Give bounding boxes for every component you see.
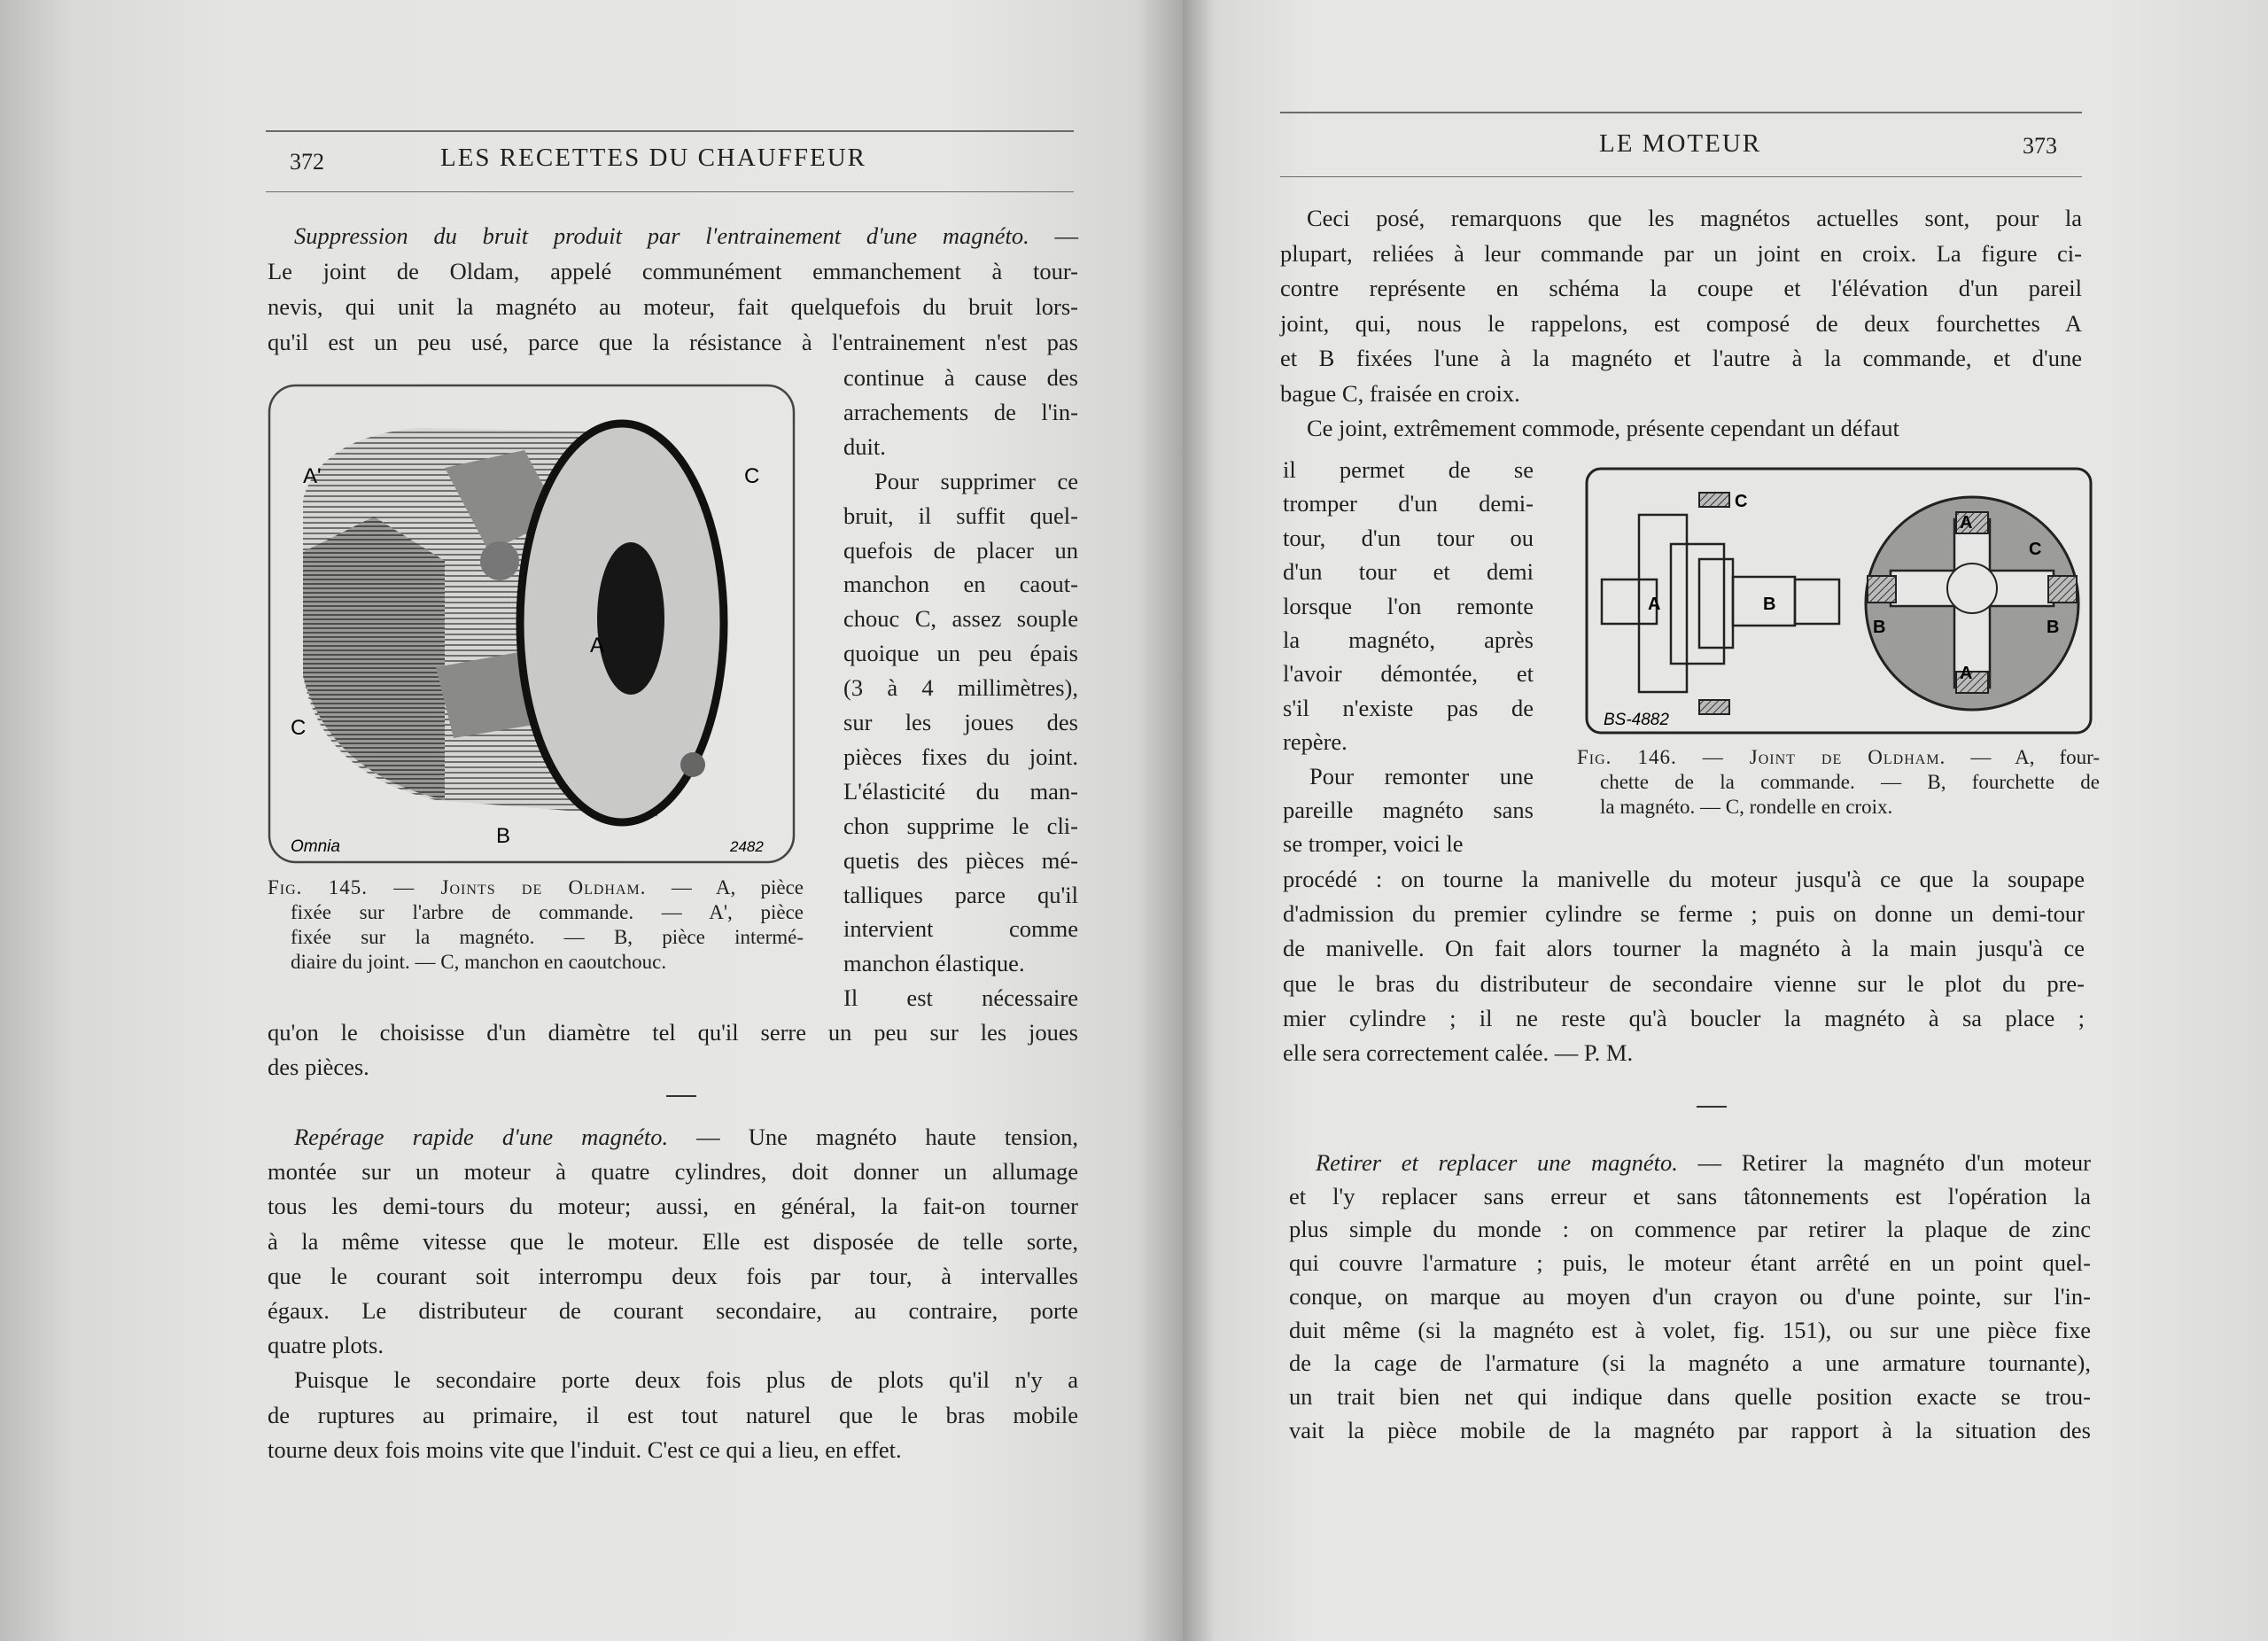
figure-title: Fig. 145. — Joints de Oldham. (268, 876, 647, 898)
page-number: 372 (290, 149, 324, 175)
line-text: — A, pièce (646, 876, 804, 898)
text-line: l'avoir démontée, et (1283, 660, 1534, 688)
figure-caption-line: chette de la commande. — B, fourchette de (1600, 771, 2100, 793)
text-line: Pour remonter une (1309, 762, 1534, 789)
header-rule-bottom (1280, 176, 2082, 177)
text-line: joint, qui, nous le rappelons, est composé de deux fourchettes A (1280, 309, 2082, 337)
line-text: — A, four- (1946, 746, 2100, 768)
text-line: de ruptures au primaire, il est tout naturel que le bras mobile (268, 1401, 1078, 1428)
line-text: — Une magnéto haute tension, (668, 1124, 1078, 1150)
right-page (1183, 0, 2268, 1641)
text-line: tromper d'un demi- (1283, 490, 1534, 517)
text-line: d'admission du premier cylindre se ferme ; puis on donne un demi-tour (1283, 900, 2085, 928)
figure-caption-line: fixée sur l'arbre de commande. — A', pièce (291, 901, 804, 923)
plate-number: 2482 (730, 838, 764, 855)
text-line: manchon en caout- (843, 571, 1078, 598)
text-line: Il est nécessaire (843, 984, 1078, 1012)
oldham-joint-schematic (1584, 466, 2093, 735)
text-line: vait la pièce mobile de la magnéto par rapport à la situation des (1289, 1416, 2091, 1443)
text-line: d'un tour et demi (1283, 558, 1534, 586)
text-line: s'il n'existe pas de (1283, 694, 1534, 721)
text-line: des pièces. (268, 1054, 369, 1080)
text-line: Pour supprimer ce (874, 467, 1078, 494)
text-line: pièces fixes du joint. (843, 743, 1078, 770)
text-line: elle sera correctement calée. — P. M. (1283, 1039, 1634, 1066)
text-line: tourne deux fois moins vite que l'induit. C'est ce qui a lieu, en effet. (268, 1435, 902, 1463)
oldham-coupling-illustration (268, 384, 796, 864)
text-line: de la cage de l'armature (si la magnéto a une armature tournante), (1289, 1349, 2091, 1377)
text-line: quefois de placer un (843, 536, 1078, 564)
section-divider (1697, 1106, 1727, 1108)
figure-145 (268, 384, 796, 864)
text-line: duit. (843, 432, 886, 460)
section-heading: Suppression du bruit produit par l'entrainement d'une magnéto. (294, 222, 1029, 249)
text-line (1316, 1151, 2091, 1175)
illustrator-signature: Omnia (291, 837, 340, 856)
text-line: Puisque le secondaire porte deux fois plus de plots qu'il n'y a (294, 1366, 1078, 1394)
figure-label: C (744, 464, 760, 488)
text-line (294, 1125, 1078, 1149)
figure-title: Fig. 146. — Joint de Oldham. (1577, 746, 1946, 768)
text-line: Le joint de Oldam, appelé communément emmanchement à tour- (268, 258, 1078, 284)
text-line: quoique un peu épais (843, 640, 1078, 667)
text-line: sur les joues des (843, 709, 1078, 735)
text-line: conque, on marque au moyen d'un crayon ou d'une pointe, sur l'in- (1289, 1282, 2091, 1310)
text-line: continue à cause des (843, 364, 1078, 391)
text-line: intervient comme (843, 915, 1078, 943)
text-line: montée sur un moteur à quatre cylindres, doit donner un allumage (268, 1158, 1078, 1186)
text-line: qui couvre l'armature ; puis, le moteur étant arrêté en un point quel- (1289, 1249, 2091, 1277)
text-line: à la même vitesse que le moteur. Elle est disposée de telle sorte, (268, 1227, 1078, 1255)
text-line: mier cylindre ; il ne reste qu'à boucler la magnéto à sa place ; (1283, 1004, 2085, 1031)
running-title: LE MOTEUR (1599, 129, 1762, 158)
text-line: tous les demi-tours du moteur; aussi, en général, la fait-on tourner (268, 1193, 1078, 1220)
text-line: qu'on le choisisse d'un diamètre tel qu'il serre un peu sur les joues (268, 1019, 1078, 1046)
text-line: talliques parce qu'il (843, 881, 1078, 908)
text-line: duit même (si la magnéto est à volet, fig. 151), ou sur une pièce fixe (1289, 1316, 2091, 1343)
text-line: que le bras du distributeur de secondaire vienne sur le plot du pre- (1283, 969, 2085, 997)
page-number: 373 (2023, 133, 2057, 159)
figure-label: A (590, 634, 605, 657)
figure-label: A (1960, 513, 1973, 533)
running-title: LES RECETTES DU CHAUFFEUR (440, 144, 867, 172)
text-line: Ce joint, extrêmement commode, présente cependant un défaut (1307, 415, 1899, 441)
section-heading: Repérage rapide d'une magnéto. (294, 1124, 669, 1150)
figure-label: C (291, 716, 307, 740)
text-line: L'élasticité du man- (843, 777, 1078, 805)
text-line: que le courant soit interrompu deux fois par tour, à intervalles (268, 1262, 1078, 1289)
text-line: Ceci posé, remarquons que les magnétos actuelles sont, pour la (1307, 205, 2082, 231)
text-line: égaux. Le distributeur de courant secondaire, au contraire, porte (268, 1297, 1078, 1324)
text-line: repère. (1283, 728, 1348, 756)
text-line: chouc C, assez souple (843, 605, 1078, 633)
text-line: qu'il est un peu usé, parce que la résistance à l'entrainement n'est pas (268, 329, 1078, 355)
text-line: nevis, qui unit la magnéto au moteur, fait quelquefois du bruit lors- (268, 293, 1078, 320)
header-rule-top (1280, 112, 2082, 113)
figure-146 (1584, 466, 2093, 735)
text-line: chon supprime le cli- (843, 812, 1078, 839)
text-line: la magnéto, après (1283, 626, 1534, 653)
figure-label: B (496, 824, 511, 848)
text-line: contre représente en schéma la coupe et l'élévation d'un pareil (1280, 275, 2082, 301)
section-heading: Retirer et replacer une magnéto. (1316, 1149, 1678, 1176)
line-text: — Retirer la magnéto d'un moteur (1677, 1149, 2091, 1176)
text-line: bruit, il suffit quel- (843, 502, 1078, 529)
text-line (294, 224, 1078, 248)
figure-caption-line (268, 877, 804, 898)
figure-label: A (1648, 595, 1661, 614)
figure-caption-line: la magnéto. — C, rondelle en croix. (1600, 796, 1893, 818)
text-line: quatre plots. (268, 1332, 384, 1359)
text-line: procédé : on tourne la manivelle du moteur jusqu'à ce que la soupape (1283, 866, 2085, 892)
figure-label: C (2029, 540, 2042, 559)
text-line: arrachements de l'in- (843, 398, 1078, 425)
figure-label: B (2047, 618, 2060, 637)
text-line: plupart, reliées à leur commande par un joint en croix. La figure ci- (1280, 239, 2082, 267)
section-divider (666, 1095, 696, 1097)
text-line: tour, d'un tour ou (1283, 524, 1534, 551)
figure-label: B (1763, 595, 1776, 614)
text-line: se tromper, voici le (1283, 830, 1464, 858)
text-line: et l'y replacer sans erreur et sans tâtonnements est l'opération la (1289, 1182, 2091, 1209)
plate-number: BS-4882 (1604, 711, 1669, 729)
text-line: quetis des pièces mé- (843, 846, 1078, 874)
text-line: un trait bien net qui indique dans quelle position exacte se trou- (1289, 1382, 2091, 1410)
line-text: — (1029, 222, 1079, 249)
text-line: de manivelle. On fait alors tourner la magnéto à la main jusqu'à ce (1283, 935, 2085, 962)
text-line: et B fixées l'une à la magnéto et l'autre à la commande, et d'une (1280, 345, 2082, 371)
text-line: (3 à 4 millimètres), (843, 674, 1078, 702)
text-line: il permet de se (1283, 456, 1534, 483)
figure-caption-line: diaire du joint. — C, manchon en caoutchouc. (291, 951, 667, 973)
figure-caption-line: fixée sur la magnéto. — B, pièce intermé- (291, 926, 804, 948)
figure-label: A (1960, 664, 1973, 683)
header-rule-top (266, 130, 1074, 132)
figure-label: A' (303, 464, 322, 488)
figure-caption-line (1577, 747, 2100, 767)
figure-label: B (1873, 618, 1886, 637)
text-line: plus simple du monde : on commence par retirer la plaque de zinc (1289, 1216, 2091, 1243)
figure-label: C (1735, 492, 1748, 511)
text-line: lorsque l'on remonte (1283, 592, 1534, 619)
header-rule-bottom (266, 191, 1074, 192)
text-line: bague C, fraisée en croix. (1280, 379, 1520, 407)
text-line: manchon élastique. (843, 950, 1025, 977)
text-line: pareille magnéto sans (1283, 797, 1534, 823)
